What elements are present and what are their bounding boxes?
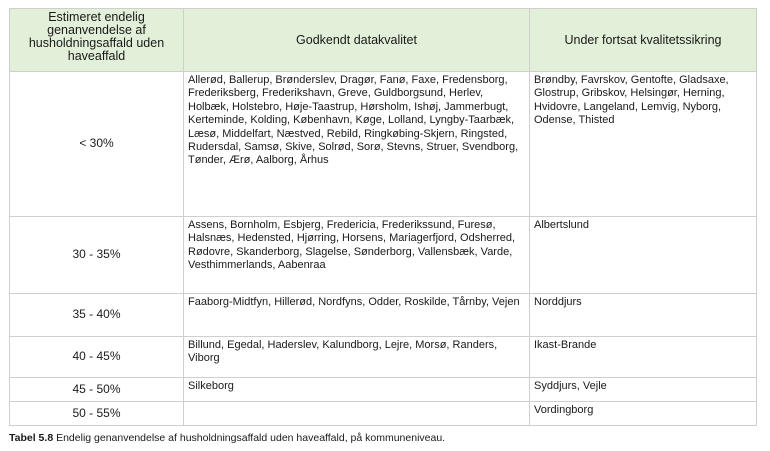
range-cell: 30 - 35% [10, 217, 184, 294]
header-under-review: Under fortsat kvalitetssikring [530, 9, 757, 72]
pending-municipalities-cell: Albertslund [530, 217, 757, 294]
approved-municipalities-cell [184, 402, 530, 426]
header-recycling-rate: Estimeret endelig genanvendelse af husholdningsaffald uden haveaffald [10, 9, 184, 72]
table-row [10, 294, 757, 337]
pending-municipalities-cell: Norddjurs [530, 294, 757, 337]
table-row [10, 337, 757, 378]
pending-municipalities-cell: Ikast-Brande [530, 337, 757, 378]
pending-municipalities-cell: Syddjurs, Vejle [530, 378, 757, 402]
approved-municipalities-cell: Allerød, Ballerup, Brønderslev, Dragør, Fanø, Faxe, Fredensborg, Frederiksberg, Frederikshavn, Greve, Guldborgsund, Herlev, Holbæk, Holstebro, Høje-Taastrup, Hørsholm, Ishøj, Jammerbugt, Kerteminde, Kolding, København, Køge, Lolland, Lyngby-Taarbæk, Læsø, Middelfart, Næstved, Rebild, Ringkøbing-Skjern, Ringsted, Rudersdal, Samsø, Skive, Solrød, Sorø, Stevns, Struer, Svendborg, Tønder, Ærø, Aalborg, Århus [184, 72, 530, 217]
table-row [10, 378, 757, 402]
range-cell: < 30% [10, 72, 184, 217]
header-approved-quality: Godkendt datakvalitet [184, 9, 530, 72]
recycling-table-container [9, 8, 756, 426]
table-header-row [10, 9, 757, 72]
approved-municipalities-cell: Billund, Egedal, Haderslev, Kalundborg, Lejre, Morsø, Randers, Viborg [184, 337, 530, 378]
pending-municipalities-cell: Brøndby, Favrskov, Gentofte, Gladsaxe, Glostrup, Gribskov, Helsingør, Herning, Hvidovre, Langeland, Lemvig, Nyborg, Odense, Thisted [530, 72, 757, 217]
table-row [10, 72, 757, 217]
range-cell: 50 - 55% [10, 402, 184, 426]
approved-municipalities-cell: Faaborg-Midtfyn, Hillerød, Nordfyns, Odder, Roskilde, Tårnby, Vejen [184, 294, 530, 337]
recycling-table [9, 8, 757, 426]
table-caption [9, 432, 445, 444]
caption-text: Endelig genanvendelse af husholdningsaffald uden haveaffald, på kommuneniveau. [53, 432, 446, 444]
range-cell: 45 - 50% [10, 378, 184, 402]
pending-municipalities-cell: Vordingborg [530, 402, 757, 426]
approved-municipalities-cell: Assens, Bornholm, Esbjerg, Fredericia, Frederikssund, Furesø, Halsnæs, Hedensted, Hjørring, Horsens, Mariagerfjord, Odsherred, Rødovre, Skanderborg, Slagelse, Sønderborg, Vallensbæk, Varde, Vesthimmerlands, Aabenraa [184, 217, 530, 294]
approved-municipalities-cell: Silkeborg [184, 378, 530, 402]
range-cell: 35 - 40% [10, 294, 184, 337]
table-row [10, 217, 757, 294]
caption-label: Tabel 5.8 [9, 432, 54, 444]
table-row [10, 402, 757, 426]
range-cell: 40 - 45% [10, 337, 184, 378]
